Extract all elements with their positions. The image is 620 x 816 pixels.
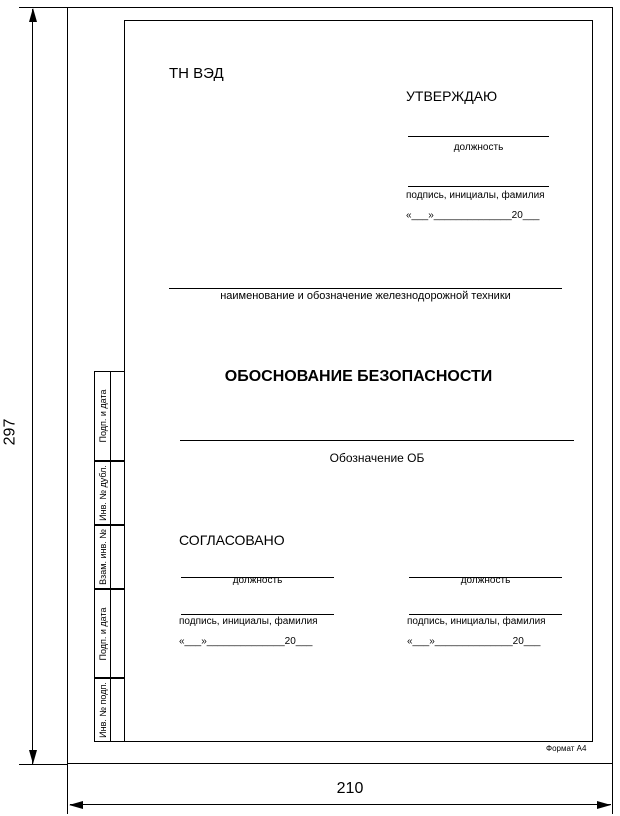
width-extension-right — [612, 764, 613, 814]
approve-signature-caption: подпись, инициалы, фамилия — [406, 190, 545, 201]
agreed-right-position-caption: должность — [460, 575, 511, 586]
height-extension-bottom — [19, 764, 67, 765]
height-extension-top — [19, 7, 67, 8]
approve-signature-line — [408, 186, 549, 187]
stamp-cell-replace-inv — [94, 525, 124, 589]
stamp-label: Подп. и дата — [97, 389, 108, 443]
width-label: 210 — [336, 780, 364, 797]
stamp-label: Взам. инв. № — [97, 529, 108, 585]
agreed-left-signature-caption: подпись, инициалы, фамилия — [179, 616, 318, 627]
stamp-cell-orig-inv — [94, 678, 124, 742]
approve-position-line — [408, 136, 549, 137]
stamp-cell-dup-inv — [94, 461, 124, 525]
agreed-right-date-line: «___»______________20___ — [407, 636, 541, 647]
stamp-label: Подп. и дата — [97, 606, 108, 661]
tech-name-caption: наименование и обозначение железнодорожной техники — [220, 290, 511, 302]
format-label: Формат А4 — [546, 744, 587, 753]
document-title: ОБОСНОВАНИЕ БЕЗОПАСНОСТИ — [224, 368, 493, 385]
designation-line — [180, 440, 574, 441]
arrow-right-icon — [597, 801, 611, 809]
stamp-cell-sign-date-2 — [94, 589, 124, 678]
agreed-right-signature-line — [409, 614, 562, 615]
org-code: ТН ВЭД — [169, 65, 224, 82]
agreed-right-signature-caption: подпись, инициалы, фамилия — [407, 616, 546, 627]
agreed-heading: СОГЛАСОВАНО — [179, 532, 285, 548]
arrow-left-icon — [69, 801, 83, 809]
stamp-label: Инв. № подп. — [97, 682, 108, 738]
stamp-cell-sign-date-1 — [94, 371, 124, 461]
tech-name-line — [169, 288, 562, 289]
height-label: 297 — [1, 418, 19, 446]
designation-caption: Обозначение ОБ — [329, 451, 425, 465]
agreed-left-signature-line — [181, 614, 334, 615]
agreed-left-date-line: «___»______________20___ — [179, 636, 313, 647]
arrow-up-icon — [29, 8, 37, 22]
approve-heading: УТВЕРЖДАЮ — [406, 88, 498, 104]
stamp-label: Инв. № дубл. — [97, 465, 108, 521]
width-extension-left — [67, 764, 68, 814]
approve-date-line: «___»______________20___ — [406, 210, 540, 221]
approve-position-caption: должность — [453, 142, 504, 153]
width-dimension-line — [70, 804, 611, 805]
height-dimension-line — [32, 9, 33, 764]
agreed-left-position-caption: должность — [232, 575, 283, 586]
arrow-down-icon — [29, 750, 37, 764]
